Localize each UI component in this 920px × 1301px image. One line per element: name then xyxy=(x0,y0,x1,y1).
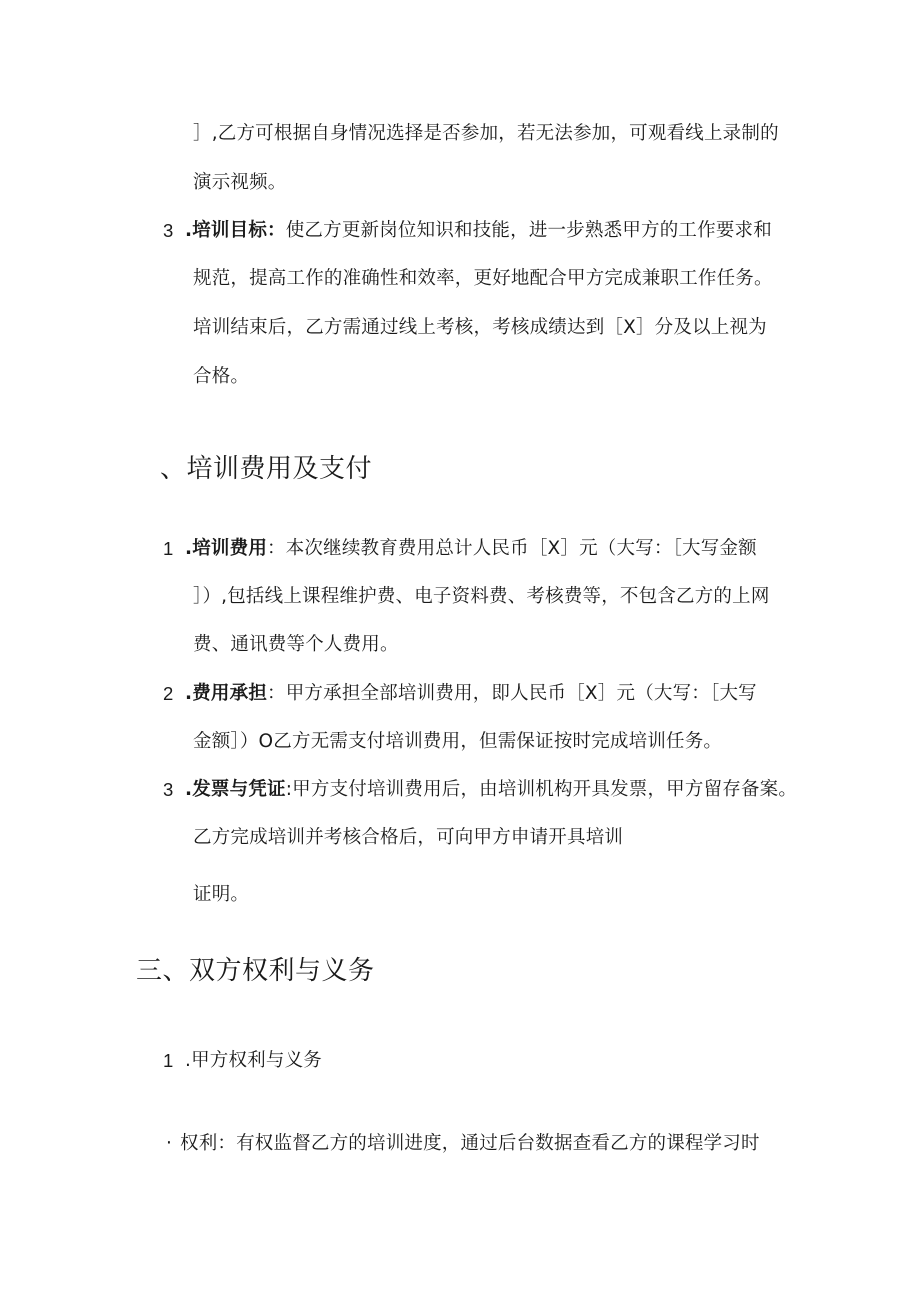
paragraph-line: 演示视频。 xyxy=(193,172,287,193)
paragraph-line: ］,乙方可根据自身情况选择是否参加，若无法参加，可观看线上录制的 xyxy=(193,123,779,144)
list-number: 1 xyxy=(163,1050,174,1071)
item-label: .费用承担 xyxy=(185,683,268,704)
item-label: .培训目标： xyxy=(185,220,286,241)
bullet-text: 权利：有权监督乙方的培训进度，通过后台数据查看乙方的课程学习时 xyxy=(180,1133,760,1154)
paragraph-line: ］）,包括线上课程维护费、电子资料费、考核费等，不包含乙方的上网 xyxy=(193,586,770,607)
item-label: .发票与凭证 xyxy=(185,779,286,800)
section-heading-rights: 三、双方权利与义务 xyxy=(136,956,375,986)
list-number: 3 xyxy=(163,779,174,800)
item-text: ：本次继续教育费用总计人民币［X］元（大写：［大写金额 xyxy=(267,538,757,559)
list-item-fee-bearing xyxy=(185,681,757,707)
section-heading-fees: 、培训费用及支付 xyxy=(160,454,373,484)
paragraph-line: 费、通讯费等个人费用。 xyxy=(193,634,399,655)
paragraph-line: 金额］）O乙方无需支付培训费用，但需保证按时完成培训任务。 xyxy=(193,731,723,752)
list-item-training-fee xyxy=(185,536,757,562)
paragraph-line: 培训结束后，乙方需通过线上考核，考核成绩达到［X］分及以上视为 xyxy=(193,317,767,338)
item-text: ：甲方承担全部培训费用，即人民币［X］元（大写：［大写 xyxy=(267,683,757,704)
list-number: 2 xyxy=(163,683,174,704)
list-item-training-goal xyxy=(185,218,772,244)
list-number: 3 xyxy=(163,220,174,241)
item-text: 使乙方更新岗位知识和技能，进一步熟悉甲方的工作要求和 xyxy=(285,220,772,241)
paragraph-line: 规范，提高工作的准确性和效率，更好地配合甲方完成兼职工作任务。 xyxy=(193,268,773,289)
item-text: :甲方支付培训费用后，由培训机构开具发票，甲方留存备案。 xyxy=(285,779,798,800)
item-label: .培训费用 xyxy=(185,538,268,559)
list-number: 1 xyxy=(163,538,174,559)
list-item-invoice xyxy=(185,777,797,803)
paragraph-line: 证明。 xyxy=(193,884,250,905)
paragraph-line: 合格。 xyxy=(193,366,250,387)
bullet-marker: · xyxy=(166,1133,172,1154)
paragraph-line: 乙方完成培训并考核合格后，可向甲方申请开具培训 xyxy=(193,827,624,848)
list-item-party-a-rights: .甲方权利与义务 xyxy=(185,1050,322,1071)
